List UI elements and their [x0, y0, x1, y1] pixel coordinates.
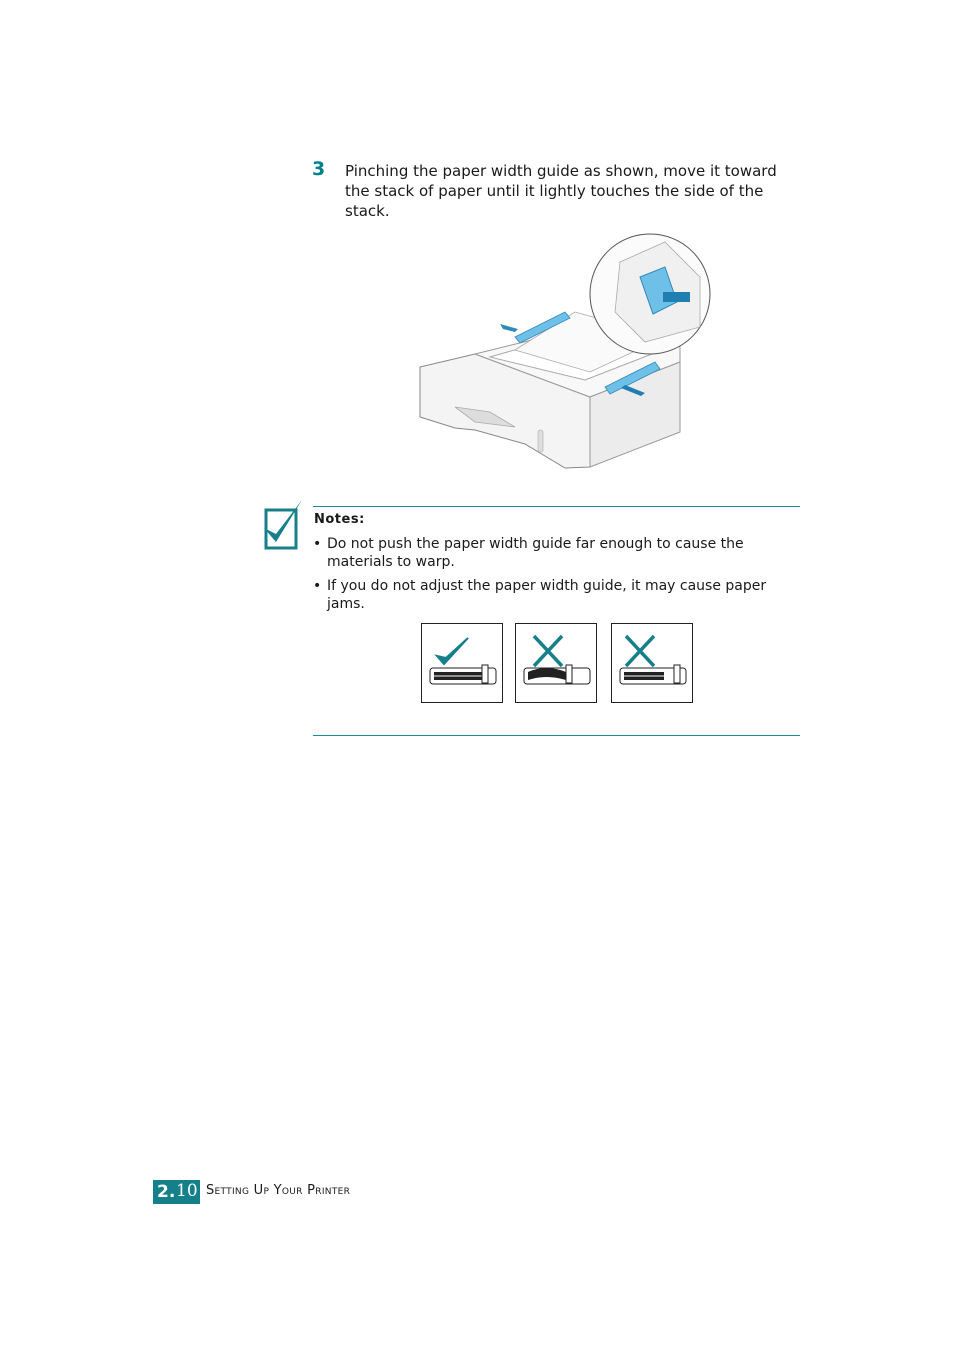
checkmark-note-icon: [262, 498, 304, 550]
notes-top-rule: [313, 506, 800, 507]
step-number: 3: [312, 158, 326, 180]
loose-example: [611, 623, 693, 703]
paper-tray-illustration: [415, 232, 715, 472]
page-number: 10: [176, 1181, 198, 1201]
chapter-number: 2.: [157, 1182, 176, 1202]
correct-example: [421, 623, 503, 703]
page-number-tab: [153, 1180, 200, 1204]
footer-chapter-title: Setting Up Your Printer: [206, 1183, 351, 1198]
note-item: • If you do not adjust the paper width guide, it may cause paper jams.: [313, 578, 767, 612]
cross-icon: [534, 636, 562, 666]
notes-bottom-rule: [313, 735, 800, 736]
step-text: Pinching the paper width guide as shown, move it toward the stack of paper until it lightly touches the side of the stack.: [345, 162, 777, 220]
cross-icon: [626, 636, 654, 666]
warped-example: [515, 623, 597, 703]
check-icon: [437, 638, 468, 664]
note-item: • Do not push the paper width guide far enough to cause the materials to warp.: [313, 536, 744, 570]
notes-title: Notes:: [314, 512, 365, 527]
